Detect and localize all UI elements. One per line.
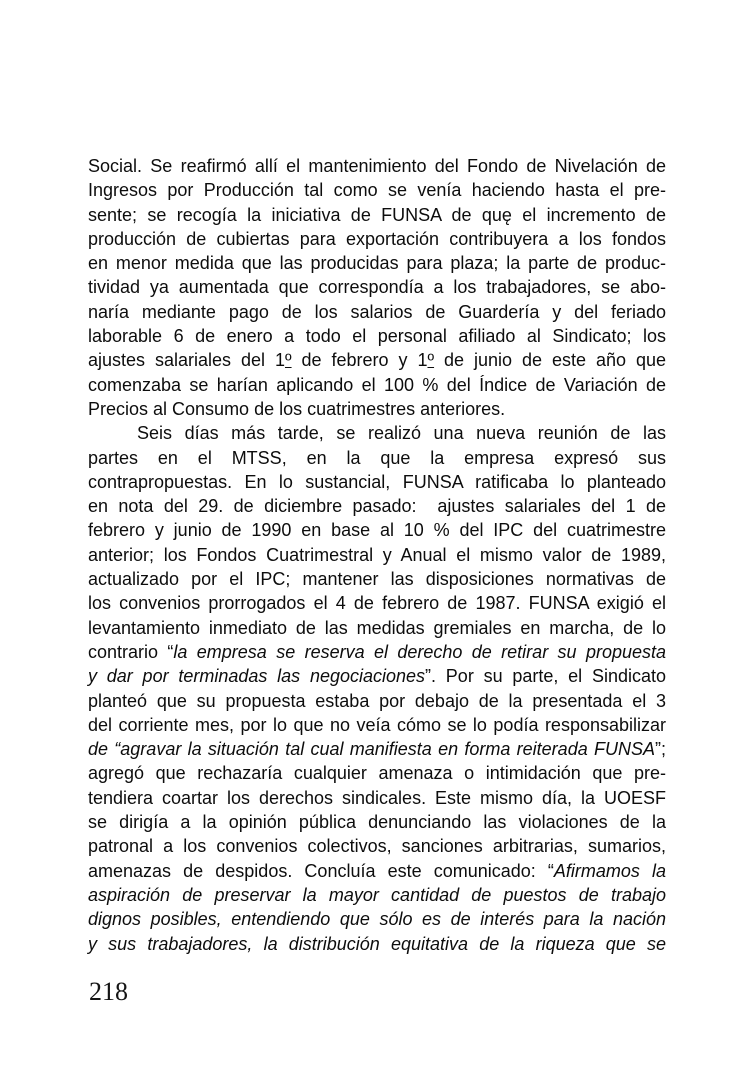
text-segment: anterior; los Fondos Cuatrimestral y Anual el mismo valor de 1989, <box>88 544 666 565</box>
text-segment: naría mediante pago de los salarios de Guardería y del feriado <box>88 301 666 322</box>
text-line <box>88 373 666 397</box>
text-line <box>88 518 666 542</box>
text-segment: º <box>284 350 292 371</box>
text-segment: Social. Se reafirmó allí el mantenimiento del Fondo de Nivelación de <box>88 156 666 176</box>
text-line <box>88 883 666 907</box>
text-line <box>88 810 666 834</box>
text-line <box>88 251 666 275</box>
text-segment: ”; <box>655 739 666 760</box>
text-segment: º <box>427 350 435 371</box>
text-segment: tendiera coartar los derechos sindicales. Este mismo día, la UOESF <box>88 787 666 808</box>
text-line <box>88 227 666 251</box>
text-line <box>88 591 666 615</box>
page-number: 218 <box>89 977 128 1006</box>
text-line <box>88 446 666 470</box>
text-line <box>88 689 666 713</box>
text-line <box>88 713 666 737</box>
text-line <box>88 324 666 348</box>
italic-text-segment: y dar por terminadas las negociaciones <box>88 666 426 687</box>
text-segment: patronal a los convenios colectivos, sanciones arbitrarias, sumarios, <box>88 836 666 857</box>
italic-text-segment: la empresa se reserva el derecho de retirar su propuesta <box>173 641 667 662</box>
text-line <box>88 834 666 858</box>
text-segment: del corriente mes, por lo que no veía cómo se lo podía responsabilizar <box>88 714 666 735</box>
text-segment: tividad ya aumentada que correspondía a los trabajadores, se abo- <box>88 277 666 298</box>
text-line <box>88 275 666 299</box>
text-line <box>88 932 666 956</box>
text-line <box>88 543 666 567</box>
text-line <box>88 616 666 640</box>
text-segment: los convenios prorrogados el 4 de febrero de 1987. FUNSA exigió el <box>88 593 666 614</box>
text-line <box>88 300 666 324</box>
text-segment: laborable 6 de enero a todo el personal afiliado al Sindicato; los <box>88 326 666 347</box>
text-segment: se dirigía a la opinión pública denunciando las violaciones de la <box>88 812 666 833</box>
text-line <box>88 397 666 421</box>
text-segment: ”. Por su parte, el Sindicato <box>425 666 666 687</box>
text-line <box>88 203 666 227</box>
text-line <box>88 348 666 372</box>
text-line <box>88 421 666 445</box>
text-line <box>88 859 666 883</box>
text-segment: planteó que su propuesta estaba por debajo de la presentada el 3 <box>88 690 666 711</box>
text-line <box>88 567 666 591</box>
text-segment: Precios al Consumo de los cuatrimestres anteriores. <box>88 398 506 419</box>
italic-text-segment: y sus trabajadores, la distribución equitativa de la riqueza que se <box>88 933 666 954</box>
text-segment: comenzaba se harían aplicando el 100 % del Índice de Variación de <box>88 374 666 395</box>
text-line <box>88 761 666 785</box>
text-segment: levantamiento inmediato de las medidas gremiales en marcha, de lo <box>88 617 666 638</box>
text-segment: de junio de este año que <box>434 350 666 371</box>
italic-text-segment: Afirmamos la <box>553 860 666 881</box>
text-line <box>88 737 666 761</box>
text-line <box>88 640 666 664</box>
text-segment: febrero y junio de 1990 en base al 10 % del IPC del cuatrimestre <box>88 520 666 541</box>
text-segment: Seis días más tarde, se realizó una nueva reunión de las <box>137 423 666 444</box>
text-segment: amenazas de despidos. Concluía este comunicado: “ <box>88 860 554 881</box>
text-segment: contrario “ <box>88 641 174 662</box>
text-segment: sente; se recogía la iniciativa de FUNSA de quę el incremento de <box>88 204 666 225</box>
italic-text-segment: dignos posibles, entendiendo que sólo es de interés para la nación <box>88 909 666 930</box>
text-segment: actualizado por el IPC; mantener las disposiciones normativas de <box>88 569 666 590</box>
text-segment: en menor medida que las producidas para plaza; la parte de produc- <box>88 253 666 274</box>
text-segment: en nota del 29. de diciembre pasado: ajustes salariales del 1 de <box>88 496 666 517</box>
text-line <box>88 154 666 178</box>
text-line <box>88 907 666 931</box>
text-line <box>88 664 666 688</box>
text-segment: producción de cubiertas para exportación contribuyera a los fondos <box>88 228 666 249</box>
text-line <box>88 786 666 810</box>
text-segment: de febrero y 1 <box>291 350 428 371</box>
text-line <box>88 178 666 202</box>
text-line <box>88 470 666 494</box>
italic-text-segment: aspiración de preservar la mayor cantidad de puestos de trabajo <box>88 884 666 905</box>
text-segment: Ingresos por Producción tal como se venía haciendo hasta el pre- <box>88 180 666 201</box>
text-segment: contrapropuestas. En lo sustancial, FUNSA ratificaba lo planteado <box>88 471 666 492</box>
text-segment: agregó que rechazaría cualquier amenaza o intimidación que pre- <box>88 763 666 784</box>
text-column <box>88 154 666 956</box>
text-segment: partes en el MTSS, en la que la empresa expresó sus <box>88 447 666 468</box>
text-line <box>88 494 666 518</box>
text-segment: ajustes salariales del 1 <box>88 350 285 371</box>
italic-text-segment: de “agravar la situación tal cual manifiesta en forma reiterada FUNSA <box>88 739 655 760</box>
